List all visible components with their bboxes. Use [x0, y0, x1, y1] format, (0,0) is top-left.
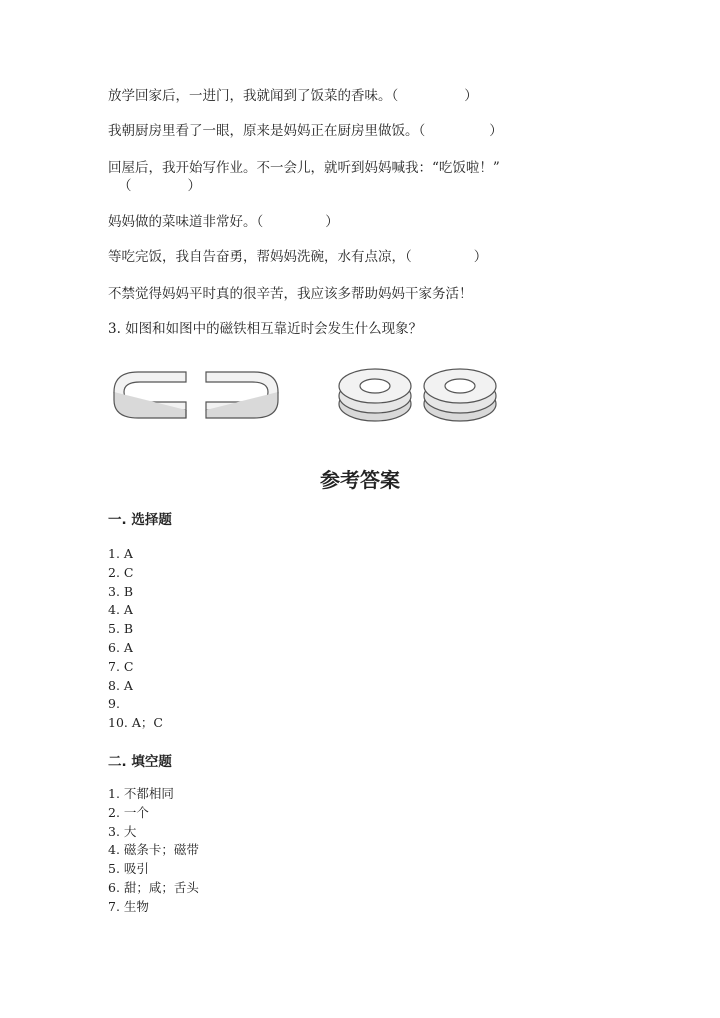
section-1-list [108, 545, 163, 733]
ring-magnet-right-icon [424, 369, 496, 421]
passage-line-3-paren [118, 176, 201, 196]
answer-item: 3. B [108, 583, 134, 599]
section-2-list [108, 785, 199, 917]
answer-item: 3. 大 [108, 823, 137, 839]
question-3: 3. 如图和如图中的磁铁相互靠近时会发生什么现象？ [108, 321, 423, 337]
passage-line-1 [108, 86, 478, 106]
u-magnet-left-icon [114, 372, 186, 418]
answer-item: 7. 生物 [108, 898, 149, 914]
answer-item: 9. [108, 696, 120, 712]
answer-item: 1. A [108, 546, 133, 561]
answer-item: 10. A；C [108, 715, 163, 731]
answer-item: 8. A [108, 677, 133, 693]
answer-item: 1. 不都相同 [108, 786, 174, 801]
passage-line-1-text: 放学回家后，一进门，我就闻到了饭菜的香味。（ [108, 88, 399, 104]
answer-item: 6. 甜；咸；舌头 [108, 879, 199, 895]
paren-open: （ [118, 178, 132, 194]
answer-item: 5. 吸引 [108, 861, 149, 877]
passage-line-2-text: 我朝厨房里看了一眼，原来是妈妈正在厨房里做饭。（ [108, 123, 426, 139]
passage-line-6: 不禁觉得妈妈平时真的很辛苦，我应该多帮助妈妈干家务活！ [108, 286, 473, 302]
paren-close: ） [489, 123, 503, 139]
u-magnet-right-icon [206, 372, 278, 418]
passage-line-4-text: 妈妈做的菜味道非常好。（ [108, 214, 264, 230]
paren-close: ） [187, 178, 201, 194]
magnets-illustration [108, 362, 528, 432]
section-2-heading: 二. 填空题 [108, 754, 172, 770]
answer-item: 6. A [108, 639, 133, 655]
answers-title: 参考答案 [320, 468, 400, 492]
answer-item: 7. C [108, 658, 134, 674]
passage-line-5-text: 等吃完饭，我自告奋勇，帮妈妈洗碗，水有点凉，（ [108, 249, 412, 265]
paren-close: ） [473, 249, 488, 265]
answer-item: 2. C [108, 564, 134, 580]
paren-close: ） [325, 214, 339, 230]
passage-line-4 [108, 212, 339, 232]
answer-item: 5. B [108, 621, 134, 637]
paren-close: ） [464, 88, 478, 104]
answer-item: 4. A [108, 602, 133, 618]
answer-item: 4. 磁条卡；磁带 [108, 842, 199, 858]
answer-item: 2. 一个 [108, 804, 149, 820]
section-1-heading: 一. 选择题 [108, 512, 172, 528]
ring-magnet-left-icon [339, 369, 411, 421]
passage-line-3: 回屋后，我开始写作业。不一会儿，就听到妈妈喊我：“吃饭啦！” [108, 160, 500, 176]
passage-line-5 [108, 247, 487, 267]
passage-line-2 [108, 121, 503, 141]
